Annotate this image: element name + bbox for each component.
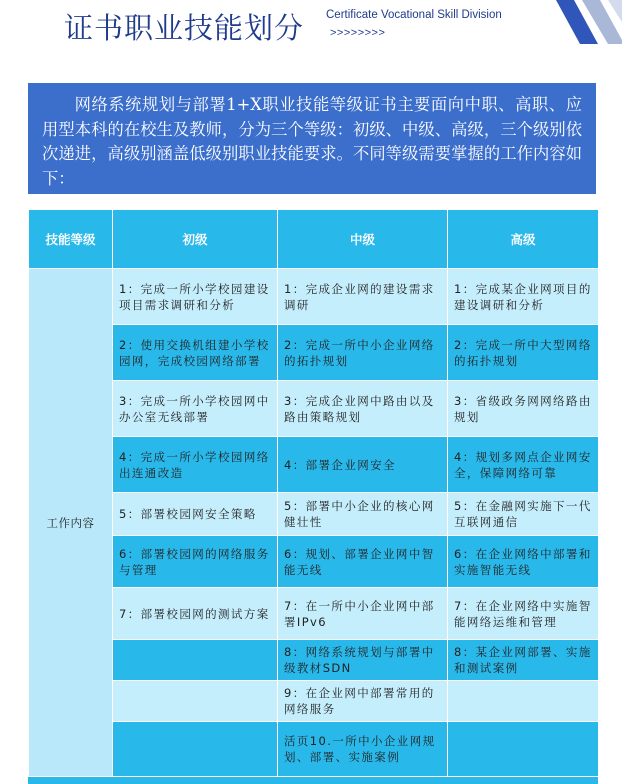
table-header-row <box>29 210 599 269</box>
cell-junior: 4：完成一所小学校园网络出连通改造 <box>113 437 278 493</box>
table-row <box>29 588 599 640</box>
cell-junior <box>113 640 278 681</box>
header-intermediate: 中级 <box>278 210 448 269</box>
table-row <box>29 381 599 437</box>
arrow-decoration: >>>>>>>> <box>330 27 386 39</box>
cell-junior <box>113 681 278 722</box>
cell-intermediate: 7：在一所中小企业网中部署IPv6 <box>278 588 448 640</box>
cell-junior: 6：部署校园网的网络服务与管理 <box>113 536 278 588</box>
table-row <box>29 681 599 722</box>
table-row <box>29 536 599 588</box>
cell-intermediate: 3：完成企业网中路由以及路由策略规划 <box>278 381 448 437</box>
cell-intermediate: 4：部署企业网安全 <box>278 437 448 493</box>
cell-senior: 7：在企业网络中实施智能网络运维和管理 <box>448 588 599 640</box>
cell-senior: 5：在金融网实施下一代互联网通信 <box>448 493 599 536</box>
table-row <box>29 722 599 777</box>
header-skill-level: 技能等级 <box>29 210 113 269</box>
cell-intermediate: 2：完成一所中小企业网络的拓扑规划 <box>278 325 448 381</box>
table-row <box>29 437 599 493</box>
cell-senior: 1：完成某企业网项目的建设调研和分析 <box>448 269 599 325</box>
cell-junior: 5：部署校园网安全策略 <box>113 493 278 536</box>
cell-senior <box>448 722 599 777</box>
cell-senior: 3：省级政务网网络路由规划 <box>448 381 599 437</box>
cell-senior: 6：在企业网络中部署和实施智能无线 <box>448 536 599 588</box>
cell-intermediate: 8：网络系统规划与部署中级教材SDN <box>278 640 448 681</box>
cell-senior: 4：规划多网点企业网安全，保障网络可靠 <box>448 437 599 493</box>
cell-junior: 3：完成一所小学校园网中办公室无线部署 <box>113 381 278 437</box>
table-row <box>29 269 599 325</box>
cell-senior: 2：完成一所中大型网络的拓扑规划 <box>448 325 599 381</box>
row-label-work-content: 工作内容 <box>29 269 113 777</box>
corner-stripes-decoration <box>552 0 622 44</box>
header-junior: 初级 <box>113 210 278 269</box>
cell-intermediate: 6：规划、部署企业网中智能无线 <box>278 536 448 588</box>
table-row <box>29 325 599 381</box>
page-title: 证书职业技能划分 <box>64 11 305 45</box>
cell-junior: 7：部署校园网的测试方案 <box>113 588 278 640</box>
cell-junior: 1：完成一所小学校园建设项目需求调研和分析 <box>113 269 278 325</box>
cell-senior: 8：某企业网部署、实施和测试案例 <box>448 640 599 681</box>
cell-intermediate: 活页10.一所中小企业网规划、部署、实施案例 <box>278 722 448 777</box>
skill-level-table <box>28 209 598 784</box>
cell-intermediate: 5：部署中小企业的核心网健壮性 <box>278 493 448 536</box>
table-row <box>29 493 599 536</box>
header-senior: 高级 <box>448 210 599 269</box>
cell-intermediate: 9：在企业网中部署常用的网络服务 <box>278 681 448 722</box>
cell-senior <box>448 681 599 722</box>
page-subtitle: Certificate Vocational Skill Division <box>326 9 502 21</box>
cell-junior: 2：使用交换机组建小学校园网，完成校园网络部署 <box>113 325 278 381</box>
table-row <box>29 640 599 681</box>
cell-junior <box>113 722 278 777</box>
cell-intermediate: 1：完成企业网的建设需求调研 <box>278 269 448 325</box>
intro-paragraph: 网络系统规划与部署1+X职业技能等级证书主要面向中职、高职、应用型本科的在校生及教师，分为三个等级：初级、中级、高级，三个级别依次递进，高级别涵盖低级别职业技能要求。不同等级需要掌握的工作内容如下： <box>28 83 596 194</box>
